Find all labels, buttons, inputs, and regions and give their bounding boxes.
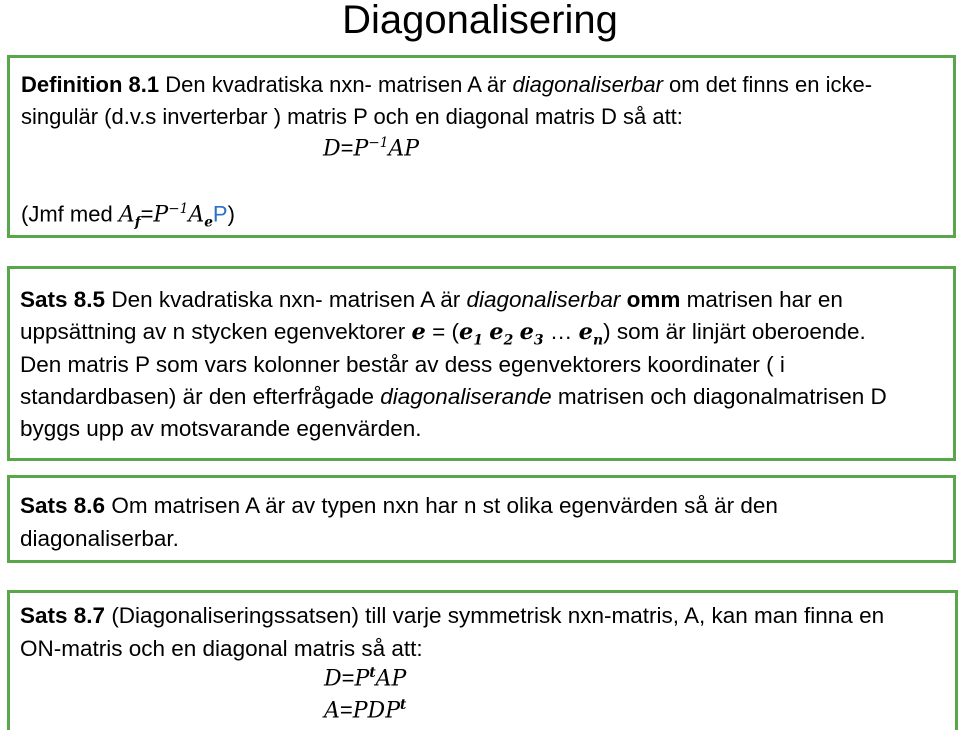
formula-equals: = (340, 135, 354, 161)
compare-close: ) (227, 201, 235, 227)
sats-8-5-omm: omm (626, 287, 681, 312)
sats-8-5-l4b: matrisen och diagonalmatrisen D (551, 384, 887, 409)
sats-8-5-line-3: Den matris P som vars kolonner består av dess egenvektorers koordinater ( i (20, 352, 785, 377)
sats-8-5-box (7, 266, 956, 461)
definition-box (7, 55, 956, 238)
sats-8-5-l2b: som är linjärt oberoende. (610, 319, 866, 344)
sats-8-5-l2a: uppsättning av n stycken egenvektorer (20, 319, 412, 344)
definition-text-2: om det finns en icke- (662, 72, 873, 97)
vector-e1: e (458, 319, 474, 345)
vector-en: e (578, 319, 593, 345)
definition-line-2: singulär (d.v.s inverterbar ) matris P och en diagonal matris D så att: (21, 104, 683, 129)
vector-sub-2: 2 (503, 332, 514, 349)
compare-exponent: −1 (168, 201, 189, 217)
compare-equals: = (140, 201, 154, 227)
sats-8-5-l4term: diagonaliserande (380, 384, 552, 409)
compare-A: A (118, 202, 135, 228)
vector-close: ) (603, 319, 611, 344)
formula1-AP: AP (375, 666, 407, 692)
formula-P: P (353, 136, 369, 162)
sats-8-5-line-4 (20, 384, 887, 410)
formula-exponent: −1 (368, 135, 389, 151)
compare-open: (Jmf med (21, 201, 119, 227)
vector-equals: = ( (425, 319, 459, 344)
sats-8-6-label: Sats 8.6 (20, 493, 106, 518)
vector-e: e (411, 319, 426, 345)
vector-e3: e (519, 319, 534, 345)
sats-8-6-line-2: diagonaliserbar. (20, 526, 179, 551)
formula1-exponent: t (369, 665, 376, 681)
compare-A2: A (188, 202, 205, 228)
compare-P: P (153, 202, 169, 228)
sats-8-6-text: Om matrisen A är av typen nxn har n st olika egenvärden så är den (105, 493, 778, 518)
sats-8-5-line-2 (20, 319, 866, 349)
compare-P-blue: P (212, 201, 228, 227)
formula2-A: A (324, 698, 340, 724)
sats-8-6-line-1 (20, 493, 778, 519)
vector-sub-1: 1 (473, 332, 483, 349)
definition-text: Den kvadratiska nxn- matrisen A är (159, 72, 513, 97)
sats-8-5-term: diagonaliserbar (466, 287, 621, 312)
vector-sub-n: n (592, 332, 604, 349)
vector-dots: … (543, 319, 579, 344)
sats-8-5-text-2: matrisen har en (680, 287, 843, 312)
sats-8-5-line-5: byggs upp av motsvarande egenvärden. (20, 416, 422, 441)
sats-8-7-box (7, 590, 958, 730)
formula2-equals: = (339, 697, 353, 723)
definition-line-1 (21, 72, 872, 98)
definition-compare (21, 201, 235, 231)
definition-label: Definition 8.1 (21, 72, 160, 97)
sats-8-7-formula-2 (324, 697, 406, 723)
sats-8-5-label: Sats 8.5 (20, 287, 106, 312)
sats-8-7-line-2: ON-matris och en diagonal matris så att: (20, 636, 423, 661)
sats-8-5-text: Den kvadratiska nxn- matrisen A är (105, 287, 467, 312)
formula1-D: D (324, 666, 342, 692)
sats-8-7-formula-1 (324, 665, 406, 691)
formula2-PDP: PDP (352, 698, 400, 724)
formula2-exponent: t (400, 697, 407, 713)
compare-sub-e: e (204, 214, 213, 231)
sats-8-7-text: (Diagonaliseringssatsen) till varje symmetrisk nxn-matris, A, kan man finna en (105, 603, 885, 628)
compare-sub-f: f (134, 214, 141, 231)
formula1-equals: = (341, 665, 355, 691)
definition-term: diagonaliserbar (512, 72, 663, 97)
sats-8-7-label: Sats 8.7 (20, 603, 106, 628)
formula1-P: P (354, 666, 370, 692)
sats-8-6-box (7, 475, 956, 563)
formula-AP: AP (388, 136, 420, 162)
sats-8-5-l4a: standardbasen) är den efterfrågade (20, 384, 381, 409)
formula-D: D (323, 136, 341, 162)
sats-8-7-line-1 (20, 603, 884, 629)
vector-sub-3: 3 (533, 332, 544, 349)
vector-e2: e (489, 319, 504, 345)
sats-8-5-line-1 (20, 287, 843, 313)
definition-formula (323, 135, 419, 161)
page-title: Diagonalisering (342, 0, 618, 42)
